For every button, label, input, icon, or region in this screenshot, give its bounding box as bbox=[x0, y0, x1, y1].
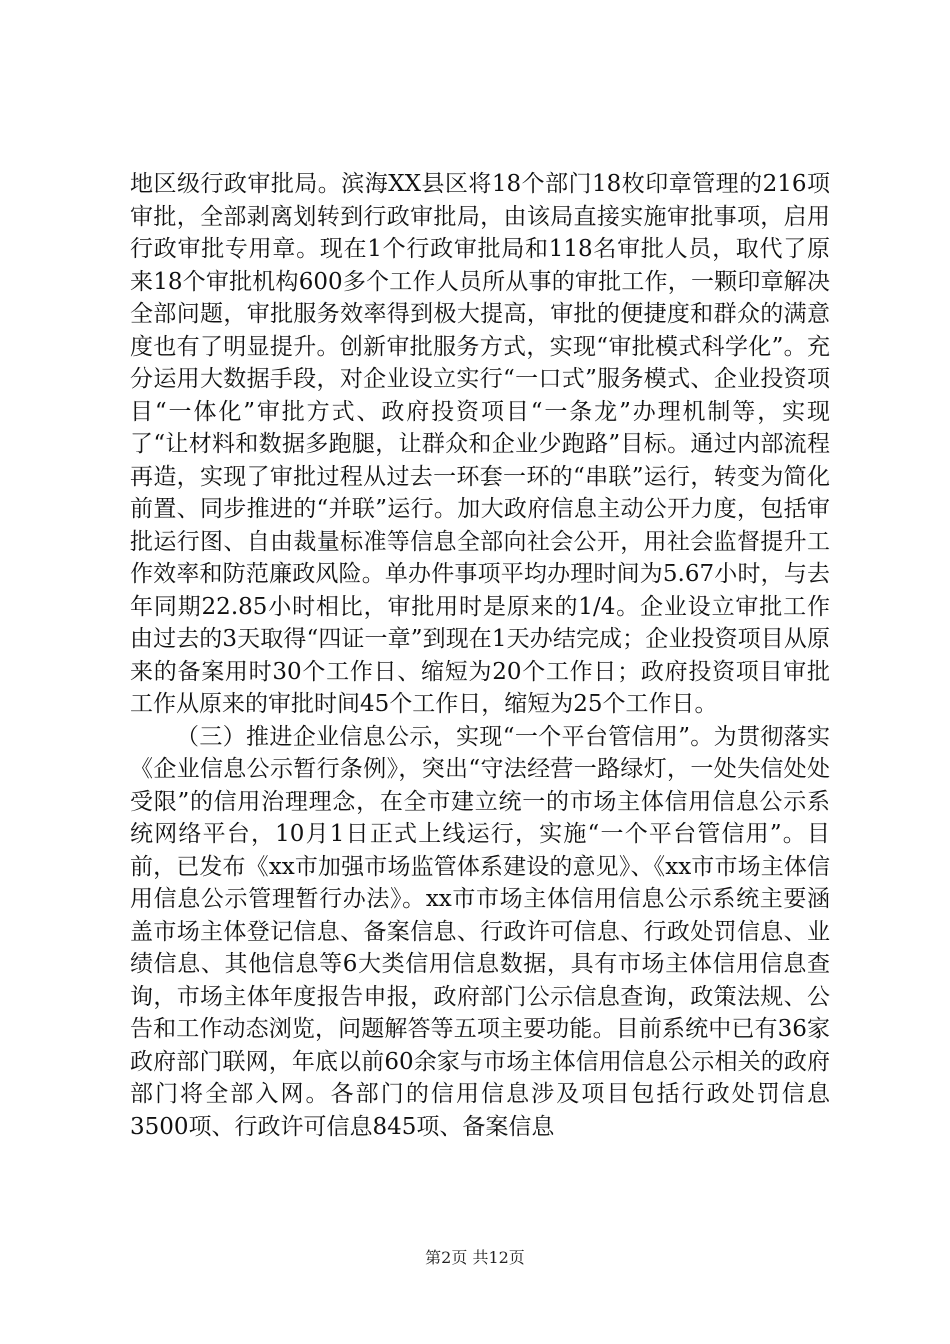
paragraph-2: （三）推进企业信息公示，实现“一个平台管信用”。为贯彻落实《企业信息公示暂行条例》，突出“守法经营一路绿灯，一处失信处处受限”的信用治理理念，在全市建立统一的市场主体信用信息公示系统网络平台，10月1日正式上线运行，实施“一个平台管信用”。目前，已发布《xx市加强市场监管体系建设的意见》、《xx市市场主体信用信息公示管理暂行办法》。xx市市场主体信用信息公示系统主要涵盖市场主体登记信息、备案信息、行政许可信息、行政处罚信息、业绩信息、其他信息等6大类信用信息数据，具有市场主体信用信息查询，市场主体年度报告申报，政府部门公示信息查询，政策法规、公告和工作动态浏览，问题解答等五项主要功能。目前系统中已有36家政府部门联网，年底以前60余家与市场主体信用信息公示相关的政府部门将全部入网。各部门的信用信息涉及项目包括行政处罚信息3500项、行政许可信息845项、备案信息 bbox=[130, 723, 830, 1140]
paragraph-1: 地区级行政审批局。滨海XX县区将18个部门18枚印章管理的216项审批，全部剥离划转到行政审批局，由该局直接实施审批事项，启用行政审批专用章。现在1个行政审批局和118名审批人员，取代了原来18个审批机构600多个工作人员所从事的审批工作，一颗印章解决全部问题，审批服务效率得到极大提高，审批的便捷度和群众的满意度也有了明显提升。创新审批服务方式，实现“审批模式科学化”。充分运用大数据手段，对企业设立实行“一口式”服务模式、企业投资项目“一体化”审批方式、政府投资项目“一条龙”办理机制等，实现了“让材料和数据多跑腿，让群众和企业少跑路”目标。通过内部流程再造，实现了审批过程从过去一环套一环的“串联”运行，转变为简化前置、同步推进的“并联”运行。加大政府信息主动公开力度，包括审批运行图、自由裁量标准等信息全部向社会公开，用社会监督提升工作效率和防范廉政风险。单办件事项平均办理时间为5.67小时，与去年同期22.85小时相比，审批用时是原来的1/4。企业设立审批工作由过去的3天取得“四证一章”到现在1天办结完成；企业投资项目从原来的备案用时30个工作日、缩短为20个工作日；政府投资项目审批工作从原来的审批时间45个工作日，缩短为25个工作日。 bbox=[130, 171, 830, 717]
page-number-footer: 第2页 共12页 bbox=[425, 1248, 525, 1267]
document-body bbox=[130, 168, 830, 1143]
